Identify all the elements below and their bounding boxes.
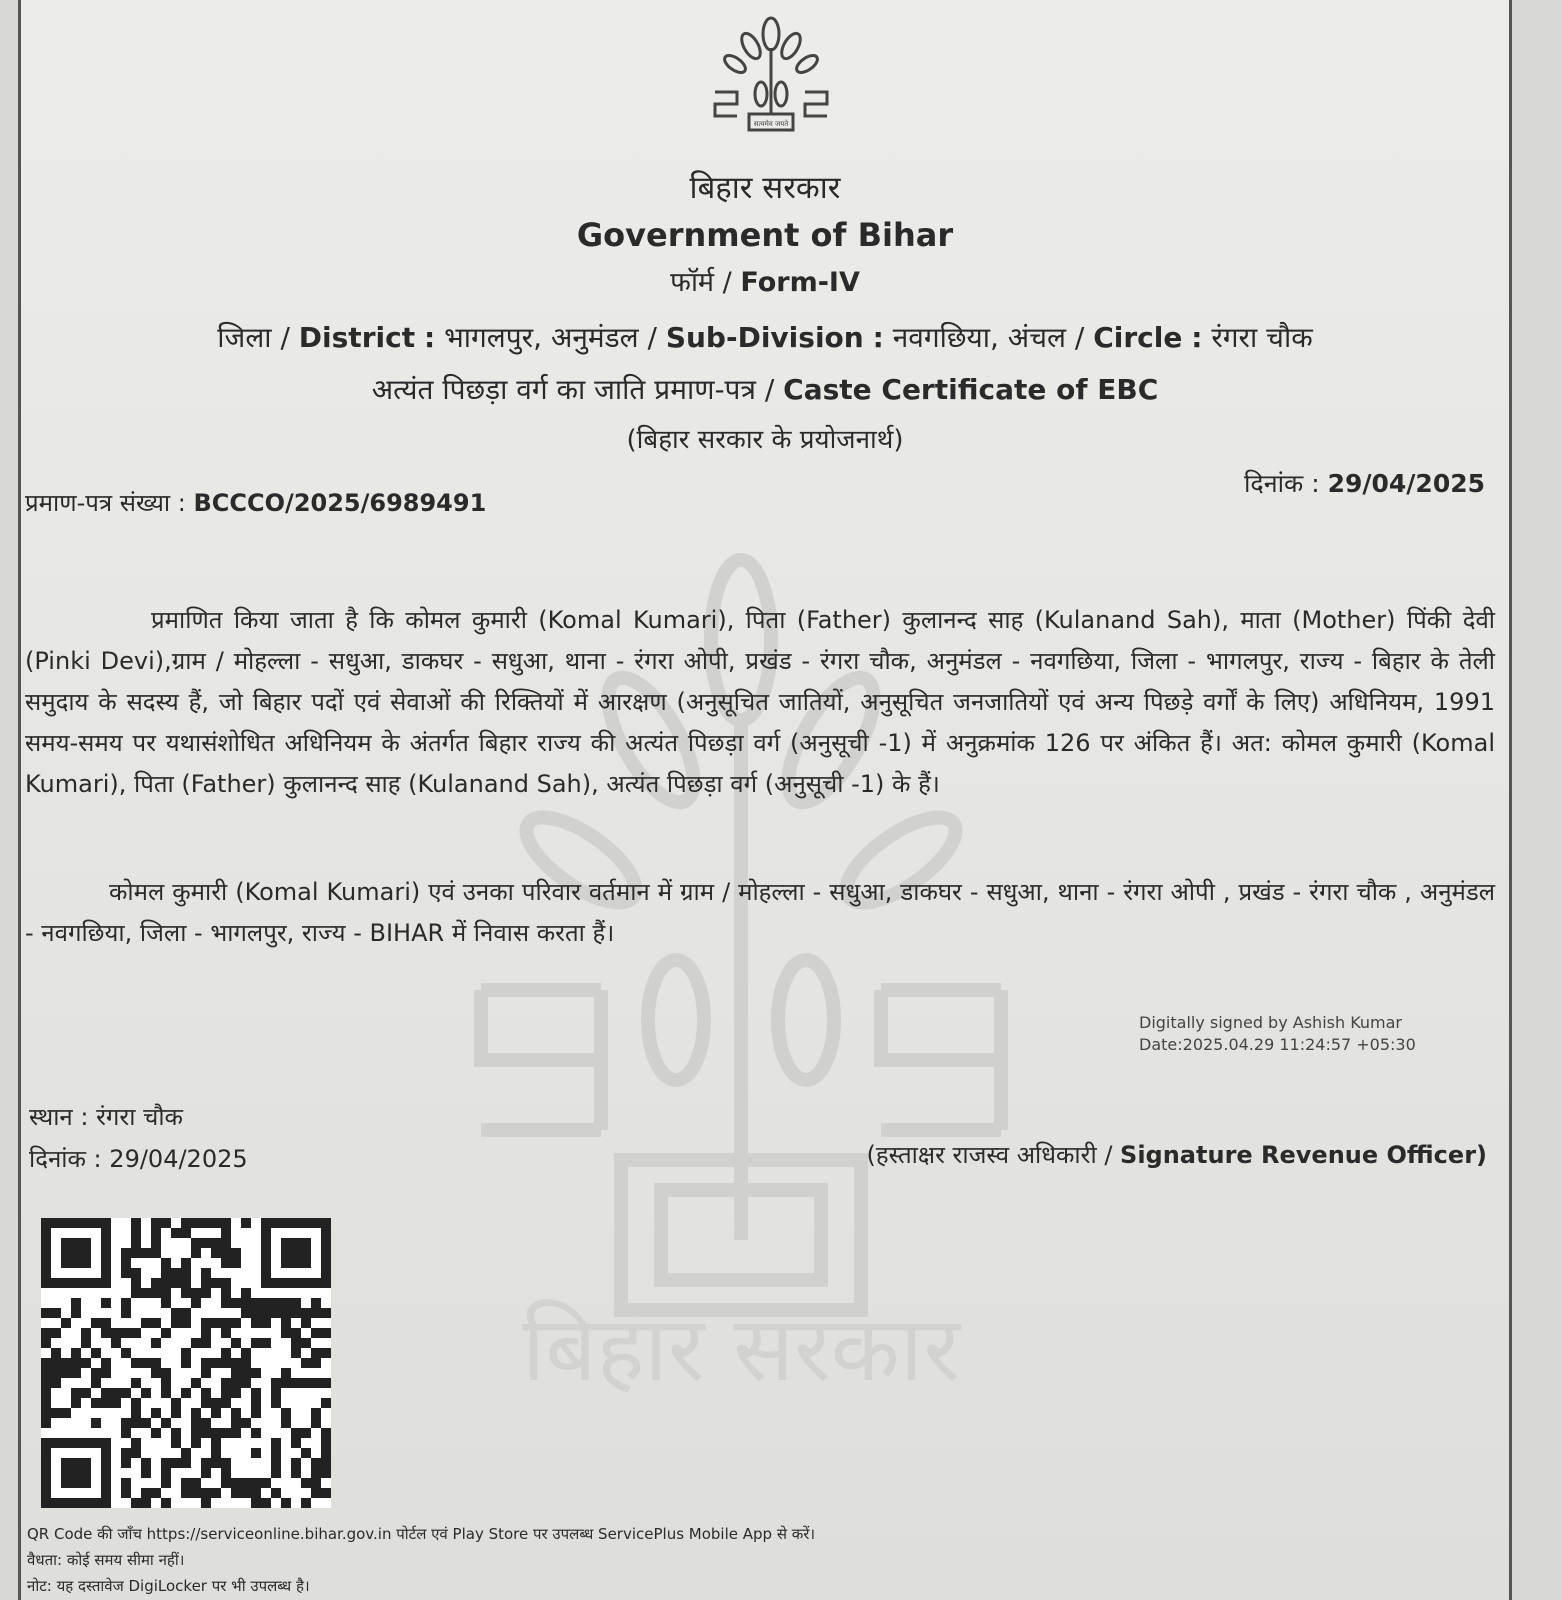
purpose-line: (बिहार सरकार के प्रयोजनार्थ) [626, 425, 904, 455]
qr-code[interactable] [41, 1218, 331, 1508]
certificate-body-paragraph-1: प्रमाणित किया जाता है कि कोमल कुमारी (Komal Kumari), पिता (Father) कुलानन्द साह (Kulanand Sah), माता (Mother) पिंकी देवी (Pinki Devi),ग्राम / मोहल्ला - सधुआ, डाकघर - सधुआ, थाना - रंगरा ओपी, प्रखंड - रंगरा चौक, अनुमंडल - नवगछिया, जिला - भागलपुर, राज्य - बिहार के तेली समुदाय के सदस्य हैं, जो बिहार पदों एवं सेवाओं की रिक्तियों में आरक्षण (अनुसूचित जातियों, अनुसूचित जनजातियों एवं अन्य पिछड़े वर्गों के लिए) अधिनियम, 1991 समय-समय पर यथासंशोधित अधिनियम के अंतर्गत बिहार राज्य की अत्यंत पिछड़ा वर्ग (अनुसूची -1) में अनुक्रमांक 126 पर अंकित हैं। अत: कोमल कुमारी (Komal Kumari), पिता (Father) कुलानन्द साह (Kulanand Sah), अत्यंत पिछड़ा वर्ग (अनुसूची -1) के हैं। [25, 606, 1495, 798]
place-value: रंगरा चौक [96, 1103, 183, 1131]
footer-validity: वैधता: कोई समय सीमा नहीं। [27, 1551, 185, 1569]
certificate-number-label: प्रमाण-पत्र संख्या : [25, 489, 186, 517]
hindi-title: बिहार सरकार [689, 170, 841, 206]
certificate-date-value: 29/04/2025 [1327, 469, 1485, 498]
certificate-page [18, 0, 1512, 1600]
district-value: भागलपुर [444, 321, 534, 354]
officer-en: Signature Revenue Officer) [1120, 1141, 1487, 1169]
form-en: Form-IV [740, 267, 860, 298]
caste-title: अत्यंत पिछड़ा वर्ग का जाति प्रमाण-पत्र / Caste Certificate of EBC [371, 373, 1159, 406]
certificate-date [1244, 466, 1485, 500]
footer-digilocker-note: नोट: यह दस्तावेज DigiLocker पर भी उपलब्ध है। [27, 1577, 310, 1595]
circle-label-en: Circle [1093, 321, 1183, 354]
district-line: जिला / District : भागलपुर, अनुमंडल / Sub-Division : नवगछिया, अंचल / Circle : रंगरा चौक [217, 321, 1313, 354]
bihar-emblem-logo [701, 14, 841, 134]
certificate-body-paragraph-2: कोमल कुमारी (Komal Kumari) एवं उनका परिवार वर्तमान में ग्राम / मोहल्ला - सधुआ, डाकघर - सधुआ, थाना - रंगरा ओपी , प्रखंड - रंगरा चौक , अनुमंडल - नवगछिया, जिला - भागलपुर, राज्य - BIHAR में निवास करता हैं। [25, 878, 1495, 947]
circle-value: रंगरा चौक [1211, 321, 1313, 354]
subdiv-label-en: Sub-Division [665, 321, 864, 354]
district-label-hi: जिला [217, 321, 272, 354]
caste-title-hi: अत्यंत पिछड़ा वर्ग का जाति प्रमाण-पत्र [371, 373, 756, 406]
form-number: फॉर्म / Form-IV [670, 267, 860, 298]
place-date-value: 29/04/2025 [109, 1145, 248, 1173]
watermark-text: बिहार सरकार [521, 1297, 961, 1400]
certificate-date-label: दिनांक : [1243, 469, 1320, 498]
place-date [29, 1142, 248, 1175]
district-label-en: District [298, 321, 416, 354]
caste-title-en: Caste Certificate of EBC [783, 373, 1159, 406]
circle-label-hi: अंचल [1007, 321, 1066, 354]
subdiv-label-hi: अनुमंडल [550, 321, 639, 354]
english-title: Government of Bihar [576, 216, 954, 254]
place [29, 1100, 183, 1133]
officer-hi: (हस्ताक्षर राजस्व अधिकारी [866, 1141, 1097, 1169]
digital-signature [1139, 1012, 1416, 1056]
digital-signature-line1: Digitally signed by Ashish Kumar [1139, 1013, 1402, 1032]
certificate-number [25, 486, 486, 519]
certificate-number-value: BCCCO/2025/6989491 [193, 489, 487, 517]
footer-qr-note: QR Code की जाँच https://serviceonline.bihar.gov.in पोर्टल एवं Play Store पर उपलब्ध ServicePlus Mobile App से करें। [27, 1525, 816, 1543]
emblem-motto: सत्यमेव जयते [753, 120, 789, 128]
form-hindi: फॉर्म [670, 267, 715, 298]
place-date-label: दिनांक : [29, 1145, 102, 1173]
digital-signature-line2: Date:2025.04.29 11:24:57 +05:30 [1139, 1035, 1416, 1054]
signature-revenue-officer: (हस्ताक्षर राजस्व अधिकारी / Signature Revenue Officer) [866, 1141, 1487, 1169]
place-label: स्थान : [29, 1103, 89, 1131]
subdiv-value: नवगछिया [892, 321, 990, 354]
